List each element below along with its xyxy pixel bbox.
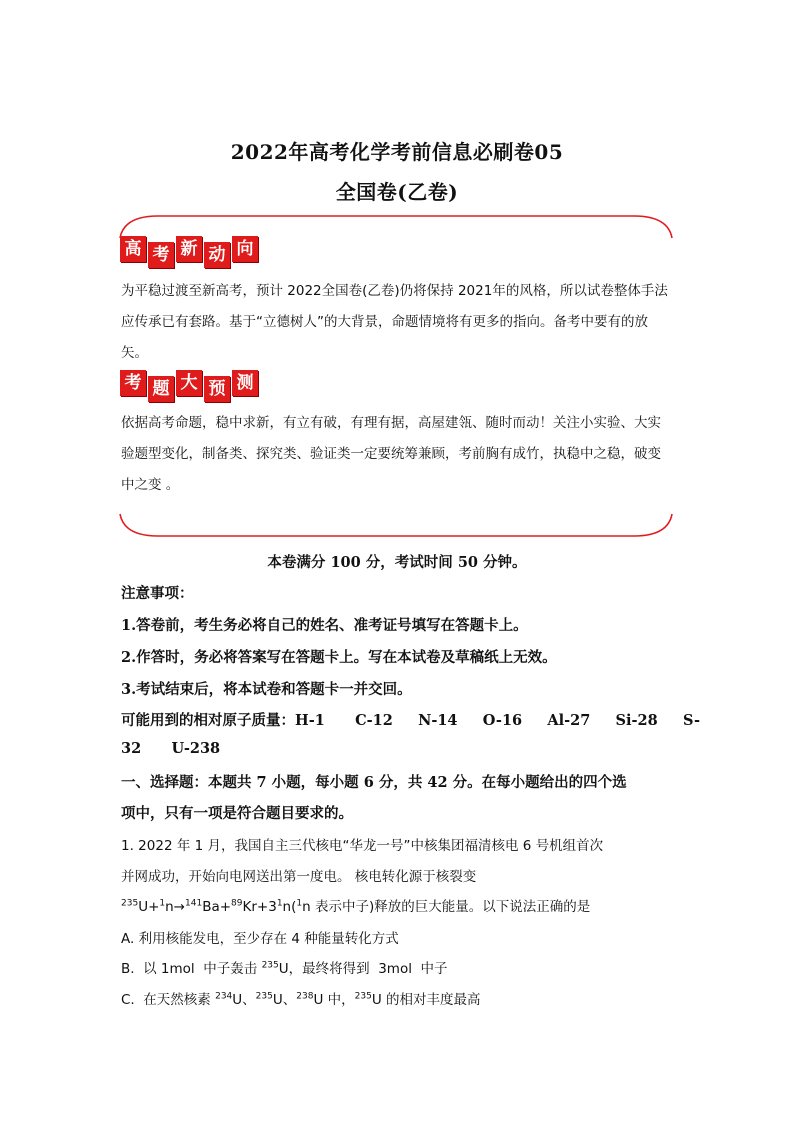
option-a: A. 利用核能发电，至少存在 4 种能量转化方式	[121, 931, 399, 947]
notice-title: 注意事项：	[121, 585, 194, 602]
banner-tile: 大	[176, 370, 202, 396]
page-subtitle: 全国卷(乙卷)	[335, 180, 459, 204]
banner-tile: 新	[176, 236, 202, 262]
atomic-mass-values-cont: 32 U-238	[121, 740, 221, 757]
trends-paragraph: 为平稳过渡至新高考，预计 2022全国卷(乙卷)仍将保持 2021年的风格，所以试卷整体手法应传承已有套路。基于“立德树人”的大背景，命题情境将有更多的指向。备考中要有的放矢。	[121, 283, 668, 361]
banner-tile: 考	[120, 370, 146, 396]
notice-item: 2.作答时，务必将答案写在答题卡上。写在本试卷及草稿纸上无效。	[121, 649, 557, 666]
banner-tile: 测	[232, 370, 258, 396]
notice-item: 3.考试结束后，将本试卷和答题卡一并交回。	[121, 681, 412, 698]
banner-tile: 高	[120, 236, 146, 262]
atomic-mass-line	[121, 709, 700, 730]
atomic-mass-label: 可能用到的相对原子质量：	[121, 712, 295, 729]
banner-tile: 动	[204, 242, 230, 268]
banner-tile: 考	[148, 242, 174, 268]
prediction-paragraph: 依据高考命题，稳中求新，有立有破，有理有据，高屋建瓴、随时而动！关注小实验、大实验题型变化，制备类、探究类、验证类一定要统筹兼顾，考前胸有成竹，执稳中之稳，破变中之变 。	[121, 415, 661, 493]
score-time: 本卷满分 100 分，考试时间 50 分钟。	[267, 554, 527, 571]
section-heading: 一、选择题：本题共 7 小题，每小题 6 分，共 42 分。在每小题给出的四个选	[121, 774, 627, 791]
option-b: B. 以 1mol 中子轰击 $^{235}$U，最终将得到 3mol 中子	[121, 960, 448, 977]
banner-tile: 向	[232, 236, 258, 262]
page-title: 2022年高考化学考前信息必刷卷05	[230, 140, 564, 164]
banner-tile: 预	[204, 376, 230, 402]
frame-top-curve	[120, 216, 672, 238]
option-c: C. 在天然核素 $^{234}$U、$^{235}$U、$^{238}$U 中，$^{235}$U 的相对丰度最高	[121, 991, 481, 1008]
atomic-mass-values: H-1 C-12 N-14 O-16 Al-27 Si-28 S-	[295, 712, 700, 729]
notice-item: 1.答卷前，考生务必将自己的姓名、准考证号填写在答题卡上。	[121, 617, 528, 634]
banner-tile: 题	[148, 376, 174, 402]
frame-bottom-curve	[120, 514, 672, 536]
question-stem: 并网成功，开始向电网送出第一度电。 核电转化源于核裂变	[121, 869, 477, 885]
question-equation: $^{235}U+^1n\to^{141}Ba+^{89}Kr+3^1n(^1n$ 表示中子)释放的巨大能量。以下说法正确的是	[121, 898, 591, 915]
banner-exam-prediction	[120, 370, 258, 402]
question-stem: 1. 2022 年 1 月，我国自主三代核电“华龙一号”中核集团福清核电 6 号机组首次	[121, 838, 604, 854]
section-heading-cont: 项中，只有一项是符合题目要求的。	[121, 805, 353, 822]
banner-gaokao-trends	[120, 236, 258, 268]
